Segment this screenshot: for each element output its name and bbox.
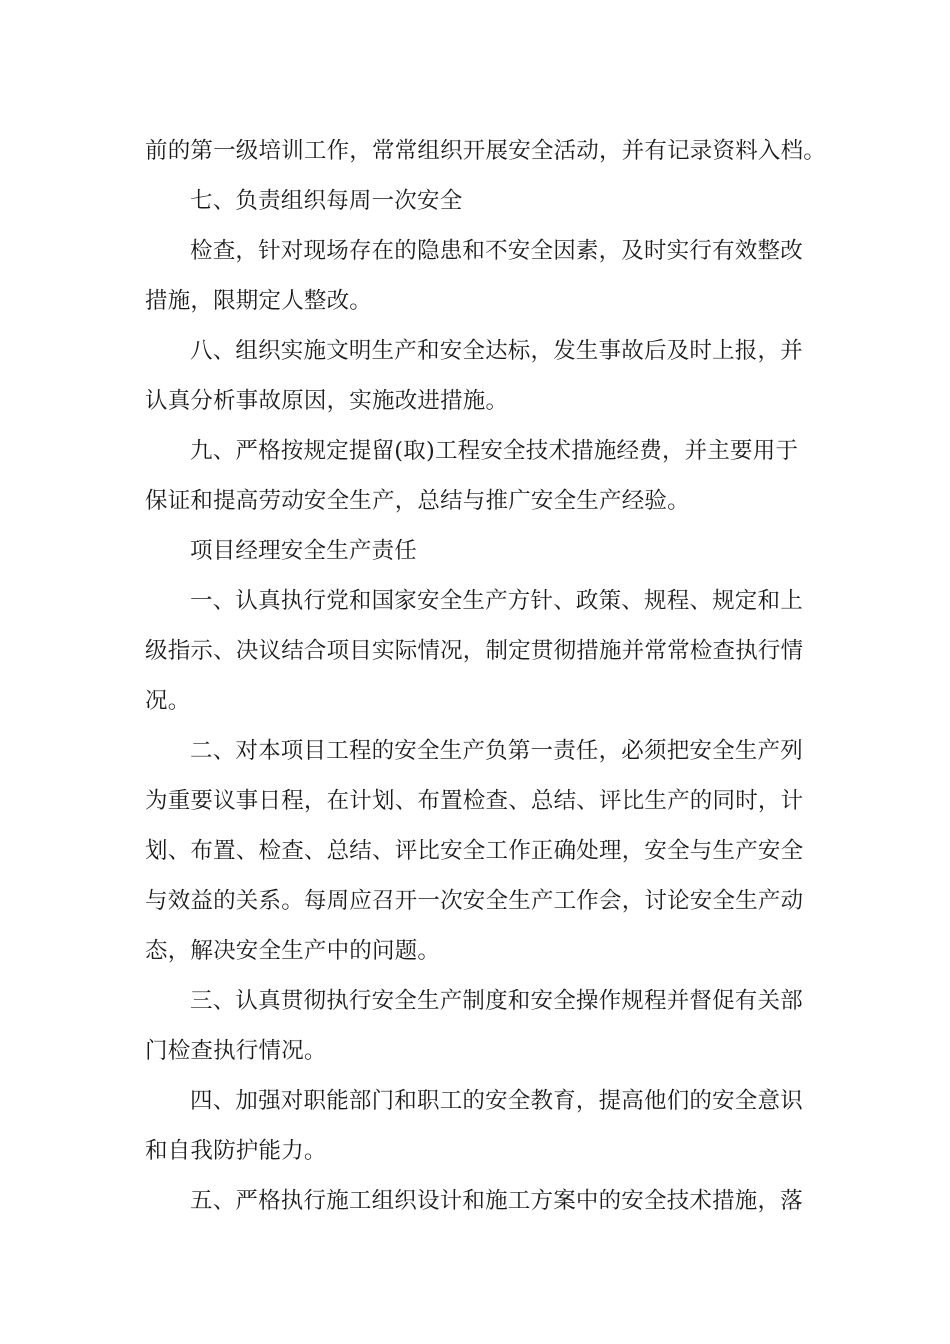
text-line: 四、加强对职能部门和职工的安全教育，提高他们的安全意识	[190, 1088, 803, 1114]
text-line: 与效益的关系。每周应召开一次安全生产工作会，讨论安全生产动	[145, 888, 804, 914]
text-line: 措施，限期定人整改。	[145, 288, 373, 314]
text-line: 级指示、决议结合项目实际情况，制定贯彻措施并常常检查执行情	[145, 638, 804, 664]
text-line: 保证和提高劳动安全生产，总结与推广安全生产经验。	[145, 488, 690, 514]
text-line: 况。	[145, 688, 191, 714]
text-line: 七、负责组织每周一次安全	[190, 188, 463, 214]
text-line: 二、对本项目工程的安全生产负第一责任，必须把安全生产列	[190, 738, 803, 764]
text-line: 五、严格执行施工组织设计和施工方案中的安全技术措施，落	[190, 1188, 803, 1214]
text-line: 检查，针对现场存在的隐患和不安全因素，及时实行有效整改	[190, 238, 803, 264]
text-line: 认真分析事故原因，实施改进措施。	[145, 388, 509, 414]
text-line: 三、认真贯彻执行安全生产制度和安全操作规程并督促有关部	[190, 988, 803, 1014]
section-heading: 项目经理安全生产责任	[190, 538, 418, 564]
text-line: 门检查执行情况。	[145, 1038, 327, 1064]
text-line: 划、布置、检查、总结、评比安全工作正确处理，安全与生产安全	[145, 838, 804, 864]
text-line: 九、严格按规定提留(取)工程安全技术措施经费，并主要用于	[190, 438, 799, 464]
text-line: 前的第一级培训工作，常常组织开展安全活动，并有记录资料入档。	[145, 138, 827, 164]
text-line: 态，解决安全生产中的问题。	[145, 938, 441, 964]
text-line: 和自我防护能力。	[145, 1138, 327, 1164]
text-line: 一、认真执行党和国家安全生产方针、政策、规程、规定和上	[190, 588, 803, 614]
text-line: 八、组织实施文明生产和安全达标，发生事故后及时上报，并	[190, 338, 803, 364]
text-line: 为重要议事日程，在计划、布置检查、总结、评比生产的同时，计	[145, 788, 804, 814]
